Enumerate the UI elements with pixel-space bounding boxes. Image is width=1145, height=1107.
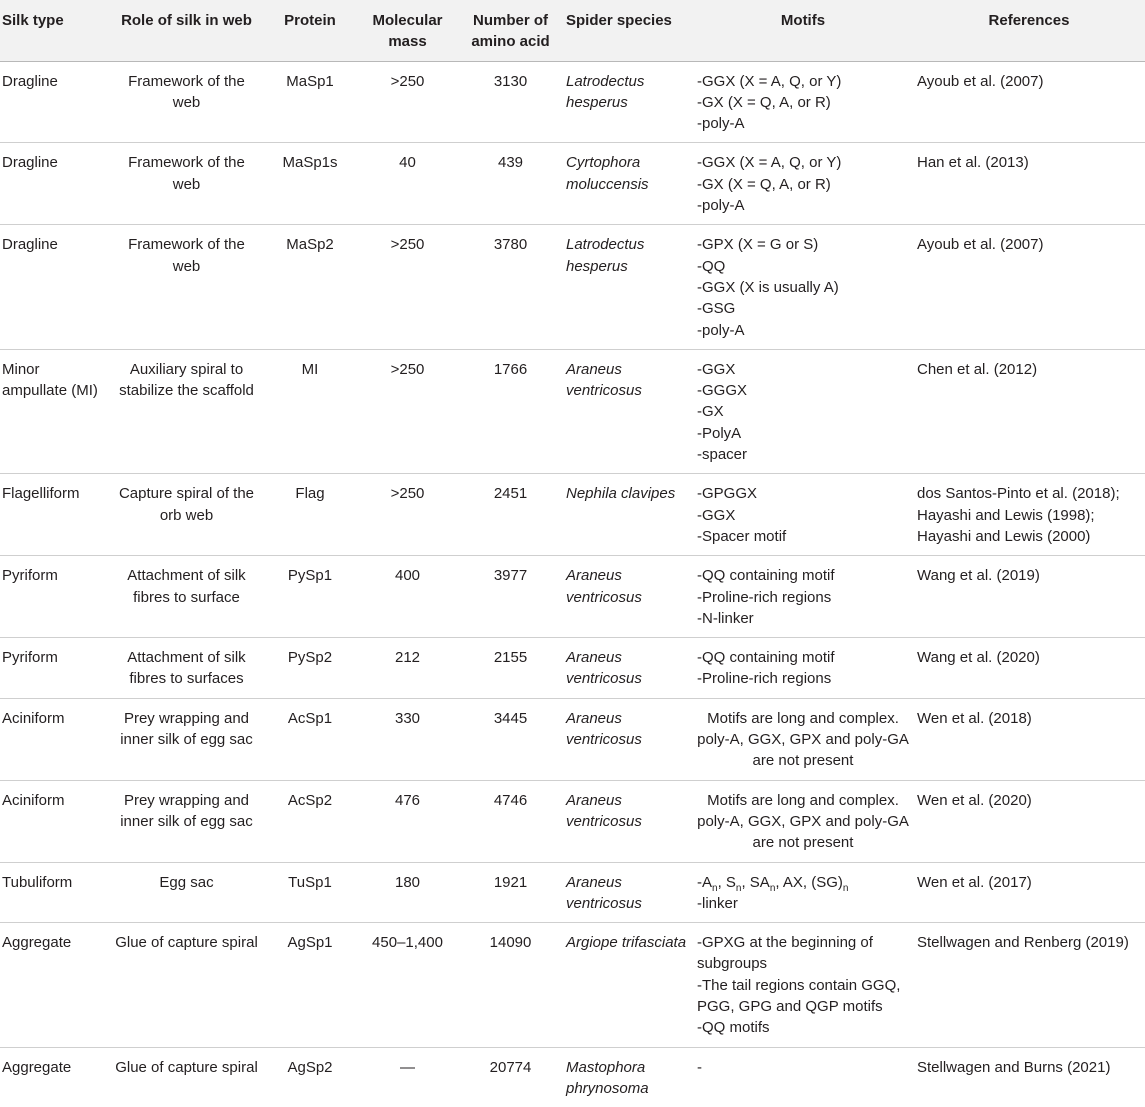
cell-role: Framework of the web xyxy=(128,72,245,111)
motif-line: -GSG xyxy=(697,300,736,318)
cell-molecular-mass: 330 xyxy=(394,709,421,727)
cell-role: Capture spiral of the orb web xyxy=(118,485,255,524)
motif-line: -PolyA xyxy=(697,424,742,442)
cell-amino-acid: 3977 xyxy=(493,567,528,585)
cell-silk-type: Aggregate xyxy=(2,934,72,952)
reference-text: Wang et al. (2019) xyxy=(917,567,1040,585)
cell-amino-acid: 2155 xyxy=(493,649,528,667)
header-protein: Protein xyxy=(264,0,356,61)
cell-molecular-mass: >250 xyxy=(390,236,425,254)
motif-line: -GX (X = Q, A, or R) xyxy=(697,175,831,193)
header-amino-acid: Number of amino acid xyxy=(459,0,562,61)
motif-line: -GGX xyxy=(697,360,736,378)
cell-protein: MaSp2 xyxy=(286,236,334,254)
cell-references xyxy=(913,638,1145,699)
motif-line: -poly-A xyxy=(697,321,745,339)
reference-text: Stellwagen and Renberg (2019) xyxy=(917,934,1129,952)
header-molecular-mass: Molecular mass xyxy=(356,0,459,61)
cell-references xyxy=(913,349,1145,473)
cell-motifs xyxy=(693,556,913,638)
cell-motifs xyxy=(693,923,913,1047)
cell-silk-type: Aggregate xyxy=(2,1058,72,1076)
cell-spider-species: Argiope trifasciata xyxy=(566,934,687,952)
cell-motifs xyxy=(693,698,913,780)
cell-protein: PySp1 xyxy=(287,567,333,585)
table-row xyxy=(0,862,1145,923)
cell-spider-species: Nephila clavipes xyxy=(566,485,676,503)
cell-molecular-mass: 40 xyxy=(399,154,416,172)
cell-protein: MaSp1 xyxy=(286,72,334,90)
cell-amino-acid: 20774 xyxy=(489,1058,532,1076)
cell-amino-acid: 1766 xyxy=(493,360,528,378)
motif-line: -GGX (X = A, Q, or Y) xyxy=(697,154,842,172)
motif-line: -linker xyxy=(697,894,738,912)
reference-text: Wang et al. (2020) xyxy=(917,649,1040,667)
cell-role: Prey wrapping and inner silk of egg sac xyxy=(120,709,253,749)
cell-spider-species: Latrodectus hesperus xyxy=(566,236,645,275)
cell-spider-species: Latrodectus hesperus xyxy=(566,72,645,111)
reference-text: Stellwagen and Burns (2021) xyxy=(917,1058,1111,1076)
cell-motifs xyxy=(693,474,913,556)
table-row xyxy=(0,638,1145,699)
table-row xyxy=(0,143,1145,225)
reference-text: dos Santos-Pinto et al. (2018); xyxy=(917,485,1120,503)
cell-motifs xyxy=(693,780,913,862)
cell-molecular-mass: >250 xyxy=(390,360,425,378)
cell-amino-acid: 439 xyxy=(497,154,524,172)
cell-spider-species: Araneus ventricosus xyxy=(566,649,642,688)
motif-line: -Proline-rich regions xyxy=(697,670,832,688)
reference-text: Wen et al. (2020) xyxy=(917,791,1032,809)
reference-text: Wen et al. (2017) xyxy=(917,873,1032,891)
cell-references xyxy=(913,780,1145,862)
cell-molecular-mass: 180 xyxy=(394,873,421,891)
cell-references xyxy=(913,698,1145,780)
motif-line: -QQ containing motif xyxy=(697,649,835,667)
cell-references xyxy=(913,143,1145,225)
motif-line: -GPGGX xyxy=(697,485,758,503)
table-row xyxy=(0,698,1145,780)
cell-motifs xyxy=(693,1047,913,1107)
cell-silk-type: Flagelliform xyxy=(2,485,80,503)
cell-spider-species: Araneus ventricosus xyxy=(566,709,642,749)
reference-text: Han et al. (2013) xyxy=(917,154,1029,172)
cell-silk-type: Dragline xyxy=(2,72,58,90)
motif-text: Motifs are long and complex. poly-A, GGX, GPX and poly-GA are not present xyxy=(697,709,909,770)
cell-amino-acid: 3780 xyxy=(493,236,528,254)
cell-spider-species: Mastophora phrynosoma xyxy=(566,1058,649,1097)
cell-molecular-mass: 476 xyxy=(394,791,421,809)
motif-line: -Spacer motif xyxy=(697,527,787,545)
cell-silk-type: Pyriform xyxy=(2,567,58,585)
header-references: References xyxy=(913,0,1145,61)
cell-motifs xyxy=(693,349,913,473)
cell-molecular-mass: — xyxy=(400,1058,415,1076)
cell-references xyxy=(913,923,1145,1047)
cell-silk-type: Aciniform xyxy=(2,791,65,809)
reference-text: Chen et al. (2012) xyxy=(917,360,1038,378)
cell-references xyxy=(913,862,1145,923)
cell-role: Attachment of silk fibres to surface xyxy=(127,567,246,606)
reference-text: Hayashi and Lewis (2000) xyxy=(917,527,1091,545)
motif-text: Motifs are long and complex. poly-A, GGX, GPX and poly-GA are not present xyxy=(697,791,909,852)
motif-line: -GGX xyxy=(697,506,736,524)
cell-silk-type: Aciniform xyxy=(2,709,65,727)
cell-motifs xyxy=(693,61,913,143)
cell-silk-type: Tubuliform xyxy=(2,873,73,891)
motif-line: -QQ motifs xyxy=(697,1019,770,1037)
cell-protein: AgSp1 xyxy=(287,934,333,952)
motif-line: -GGX (X = A, Q, or Y) xyxy=(697,72,842,90)
motif-line: -GGX (X is usually A) xyxy=(697,278,839,296)
motif-line: -GGGX xyxy=(697,382,748,400)
cell-amino-acid: 2451 xyxy=(493,485,528,503)
motif-line: -The tail regions contain GGQ, PGG, GPG and QGP motifs xyxy=(697,976,901,1015)
cell-references xyxy=(913,1047,1145,1107)
cell-motifs xyxy=(693,225,913,349)
table-row xyxy=(0,349,1145,473)
cell-amino-acid: 4746 xyxy=(493,791,528,809)
motif-line: -Proline-rich regions xyxy=(697,588,832,606)
cell-references xyxy=(913,225,1145,349)
cell-protein: AcSp2 xyxy=(287,791,333,809)
table-row xyxy=(0,1047,1145,1107)
cell-role: Framework of the web xyxy=(128,154,245,193)
cell-molecular-mass: >250 xyxy=(390,72,425,90)
motif-text: -GPXG at the beginning of subgroups xyxy=(697,934,873,973)
cell-role: Framework of the web xyxy=(128,236,245,275)
table-header-row xyxy=(0,0,1145,61)
cell-motifs xyxy=(693,862,913,923)
cell-spider-species: Araneus ventricosus xyxy=(566,567,642,606)
cell-amino-acid: 3445 xyxy=(493,709,528,727)
motif-line: -spacer xyxy=(697,446,748,464)
header-motifs: Motifs xyxy=(693,0,913,61)
table-row xyxy=(0,780,1145,862)
motif-line: -QQ xyxy=(697,257,726,275)
header-silk-type: Silk type xyxy=(0,0,109,61)
cell-role: Prey wrapping and inner silk of egg sac xyxy=(120,791,253,830)
cell-amino-acid: 1921 xyxy=(493,873,528,891)
motif-line: - xyxy=(697,1058,702,1076)
cell-protein: PySp2 xyxy=(287,649,333,667)
cell-silk-type: Dragline xyxy=(2,236,58,254)
table-body xyxy=(0,61,1145,1107)
reference-text: Hayashi and Lewis (1998); xyxy=(917,506,1095,524)
cell-role: Auxiliary spiral to stabilize the scaffold xyxy=(119,360,254,400)
table-row xyxy=(0,61,1145,143)
motif-line: $-A_n$, $S_n$, $SA_n$, AX, $(SG)_n$ xyxy=(697,873,849,894)
reference-text: Ayoub et al. (2007) xyxy=(917,236,1044,254)
motif-line: -N-linker xyxy=(697,609,754,627)
header-spider-species: Spider species xyxy=(562,0,693,61)
cell-spider-species: Cyrtophora moluccensis xyxy=(566,154,649,193)
cell-molecular-mass: 212 xyxy=(394,649,421,667)
cell-molecular-mass: 400 xyxy=(394,567,421,585)
table-row xyxy=(0,923,1145,1047)
cell-silk-type: Minor ampullate (MI) xyxy=(2,360,98,400)
motif-line: -poly-A xyxy=(697,197,745,215)
reference-text: Ayoub et al. (2007) xyxy=(917,72,1044,90)
motif-line: -GX (X = Q, A, or R) xyxy=(697,93,831,111)
cell-molecular-mass: >250 xyxy=(390,485,425,503)
cell-protein: MaSp1s xyxy=(282,154,338,172)
cell-spider-species: Araneus ventricosus xyxy=(566,873,642,912)
table-row xyxy=(0,556,1145,638)
reference-text: Wen et al. (2018) xyxy=(917,709,1032,727)
cell-role: Glue of capture spiral xyxy=(115,1058,258,1076)
cell-molecular-mass: 450–1,400 xyxy=(372,934,443,952)
table-row xyxy=(0,225,1145,349)
cell-references xyxy=(913,556,1145,638)
cell-amino-acid: 14090 xyxy=(489,934,532,952)
cell-spider-species: Araneus ventricosus xyxy=(566,360,642,400)
cell-protein: MI xyxy=(301,360,319,378)
cell-silk-type: Pyriform xyxy=(2,649,58,667)
cell-role: Glue of capture spiral xyxy=(115,934,258,952)
cell-references xyxy=(913,61,1145,143)
motif-line: -poly-A xyxy=(697,115,745,133)
header-role: Role of silk in web xyxy=(109,0,264,61)
table-row xyxy=(0,474,1145,556)
motif-line: -QQ containing motif xyxy=(697,567,835,585)
cell-protein: TuSp1 xyxy=(288,873,332,891)
cell-protein: AgSp2 xyxy=(287,1058,333,1076)
motif-line: -GX xyxy=(697,403,724,421)
cell-role: Egg sac xyxy=(159,873,214,891)
cell-amino-acid: 3130 xyxy=(493,72,528,90)
cell-silk-type: Dragline xyxy=(2,154,58,172)
motif-line: -GPX (X = G or S) xyxy=(697,236,819,254)
cell-role: Attachment of silk fibres to surfaces xyxy=(127,649,246,688)
cell-references xyxy=(913,474,1145,556)
cell-spider-species: Araneus ventricosus xyxy=(566,791,642,830)
cell-protein: AcSp1 xyxy=(287,709,333,727)
cell-motifs xyxy=(693,638,913,699)
cell-protein: Flag xyxy=(295,485,325,503)
cell-motifs xyxy=(693,143,913,225)
